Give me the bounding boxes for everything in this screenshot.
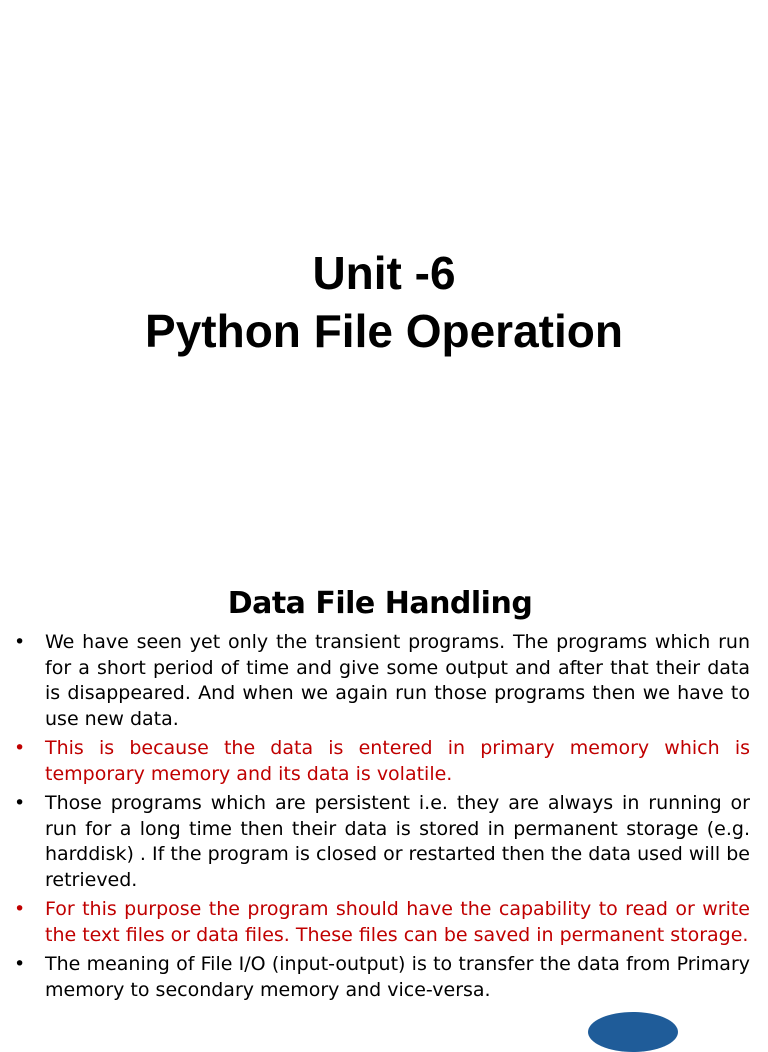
bullet-icon: •: [14, 631, 26, 653]
bullet-text: For this purpose the program should have the capability to read or write the text files or data files. These files can be saved in permanent storage.: [45, 898, 750, 946]
bullet-text: We have seen yet only the transient programs. The programs which run for a short period of time and give some output and after that their data is disappeared. And when we again run those programs then we have to use new data.: [45, 631, 750, 730]
bullet-icon: •: [14, 792, 26, 814]
title-line-unit: Unit -6: [312, 247, 456, 299]
bullet-item-read-write-files: [0, 897, 768, 948]
title-line-topic: Python File Operation: [145, 305, 623, 357]
bullet-icon: •: [14, 898, 26, 920]
bullet-item-persistent-programs: [0, 791, 768, 893]
section-heading: Data File Handling: [227, 586, 533, 621]
bullet-text: Those programs which are persistent i.e. they are always in running or run for a long time then their data is stored in permanent storage (e.g. harddisk) . If the program is closed or restarted then the data used will be retrieved.: [45, 792, 750, 891]
bullet-icon: •: [14, 953, 26, 975]
bullet-item-transient-programs: [0, 630, 768, 732]
slide-title: [0, 244, 768, 360]
bullet-list: [0, 630, 768, 1007]
bullet-item-file-io-meaning: [0, 952, 768, 1003]
corner-decoration: [588, 1012, 678, 1052]
bullet-item-primary-memory: [0, 736, 768, 787]
bullet-icon: •: [14, 737, 26, 759]
bullet-text: The meaning of File I/O (input-output) is to transfer the data from Primary memory to secondary memory and vice-versa.: [45, 953, 750, 1001]
bullet-text: This is because the data is entered in primary memory which is temporary memory and its data is volatile.: [45, 737, 750, 785]
